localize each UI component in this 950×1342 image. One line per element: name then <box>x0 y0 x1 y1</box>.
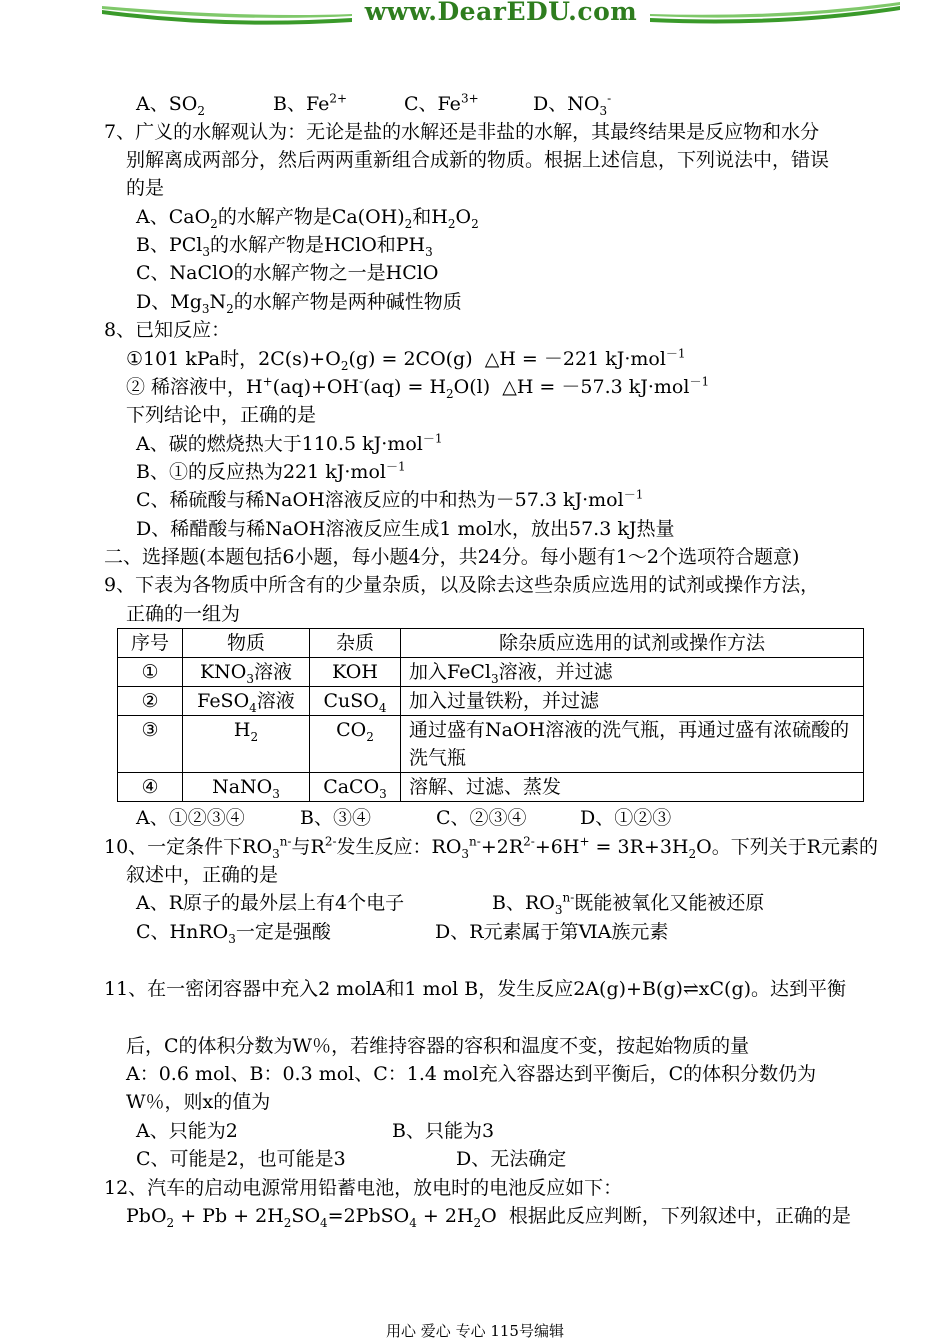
q9-option-c: C、②③④ <box>436 807 527 829</box>
table-row <box>118 773 864 802</box>
q8-option-b: B、①的反应热为221 kJ·mol$^{-1}$ <box>136 459 406 483</box>
q8-option-a: A、碳的燃烧热大于110.5 kJ·mol$^{-1}$ <box>136 431 443 455</box>
q9-option-a: A、①②③④ <box>136 807 245 829</box>
q11-line-4: W％，则x的值为 <box>126 1091 271 1113</box>
row-impurity: $CO_2$ <box>310 716 401 773</box>
q12-line-2: $PbO_2 + Pb + 2H_2SO_4=2PbSO_4 + 2H_2O$ 根据此反应判断，下列叙述中，正确的是 <box>126 1205 851 1230</box>
table-row <box>118 687 864 716</box>
q7-option-a: A、CaO$_2$的水解产物是$Ca(OH)_2$和$H_2O_2$ <box>136 206 479 231</box>
table-row <box>118 658 864 687</box>
row-impurity: CaCO$_3$ <box>310 773 401 802</box>
row-index: ② <box>118 687 183 716</box>
q6-option-d: D、$NO_3^-$ <box>533 91 612 118</box>
row-substance: FeSO$_4$溶液 <box>183 687 310 716</box>
q11-option-c: C、可能是2，也可能是3 <box>136 1148 346 1170</box>
q9-option-b: B、③④ <box>300 807 371 829</box>
row-index: ③ <box>118 716 183 773</box>
row-substance: $H_2$ <box>183 716 310 773</box>
site-logo: www.DearEDU.com <box>364 0 638 26</box>
row-method: 加入过量铁粉，并过滤 <box>401 687 864 716</box>
q8-reaction-2: ② 稀溶液中，$H^+(aq)+OH^-(aq) = H_2O(l)$ △H = －57.3 kJ·mol$^{-1}$ <box>126 374 710 401</box>
q6-option-a: A、$SO_2$ <box>136 93 205 118</box>
q11-line-1: 11、在一密闭容器中充入2 molA和1 mol B，发生反应2A(g)+B(g)⇌xC(g)。达到平衡 <box>104 978 847 1000</box>
q10-line-1: 10、一定条件下$RO_3^{n-}$与$R^{2-}$发生反应：$RO_3^{n-}+2R^{2-}+6H^+ = 3R+3H_2O$。下列关于R元素的 <box>104 834 879 861</box>
q9-option-d: D、①②③ <box>580 807 672 829</box>
row-method: 溶解、过滤、蒸发 <box>401 773 864 802</box>
table-row <box>118 716 864 773</box>
row-index: ④ <box>118 773 183 802</box>
header-impurity: 杂质 <box>310 629 401 658</box>
q7-option-b: B、PCl$_3$的水解产物是HClO和$PH_3$ <box>136 234 433 259</box>
header-substance: 物质 <box>183 629 310 658</box>
q8-option-c: C、稀硫酸与稀NaOH溶液反应的中和热为－57.3 kJ·mol$^{-1}$ <box>136 487 644 511</box>
table-header-row <box>118 629 864 658</box>
page-footer: 用心 爱心 专心 115号编辑 <box>386 1322 564 1340</box>
q7-line-3: 的是 <box>126 177 165 199</box>
q10-option-d: D、R元素属于第ⅥA族元素 <box>435 921 669 943</box>
row-method: 加入FeCl$_3$溶液，并过滤 <box>401 658 864 687</box>
q9-line-1: 9、下表为各物质中所含有的少量杂质，以及除去这些杂质应选用的试剂或操作方法， <box>104 574 820 596</box>
q10-option-c: C、HnRO$_3$一定是强酸 <box>136 921 331 946</box>
impurity-table <box>117 628 864 802</box>
q12-line-1: 12、汽车的启动电源常用铅蓄电池，放电时的电池反应如下： <box>104 1177 623 1199</box>
q11-option-a: A、只能为2 <box>136 1120 238 1142</box>
q7-line-1: 7、广义的水解观认为：无论是盐的水解还是非盐的水解，其最终结果是反应物和水分 <box>104 121 820 143</box>
row-impurity: CuSO$_4$ <box>310 687 401 716</box>
q8-title: 8、已知反应： <box>104 319 231 341</box>
header-index: 序号 <box>118 629 183 658</box>
q8-option-d: D、稀醋酸与稀NaOH溶液反应生成1 mol水，放出57.3 kJ热量 <box>136 518 675 540</box>
row-substance: NaNO$_3$ <box>183 773 310 802</box>
section-2-heading: 二、选择题(本题包括6小题，每小题4分，共24分。每小题有1～2个选项符合题意) <box>104 546 800 568</box>
q10-option-b: B、$RO_3^{n-}$既能被氧化又能被还原 <box>492 890 765 917</box>
q8-stem: 下列结论中，正确的是 <box>126 404 317 426</box>
q7-line-2: 别解离成两部分，然后两两重新组合成新的物质。根据上述信息，下列说法中，错误 <box>126 149 830 171</box>
row-method: 通过盛有NaOH溶液的洗气瓶，再通过盛有浓硫酸的洗气瓶 <box>401 716 864 773</box>
q10-line-2: 叙述中，正确的是 <box>126 864 279 886</box>
q11-line-2: 后，C的体积分数为W％，若维持容器的容积和温度不变，按起始物质的量 <box>126 1035 750 1057</box>
q7-option-c: C、NaClO的水解产物之一是HClO <box>136 262 439 284</box>
q10-option-a: A、R原子的最外层上有4个电子 <box>136 892 405 914</box>
q6-option-b: B、$Fe^{2+}$ <box>273 91 348 115</box>
q11-option-d: D、无法确定 <box>456 1148 567 1170</box>
q11-line-3: A：0.6 mol、B：0.3 mol、C：1.4 mol充入容器达到平衡后，C的体积分数仍为 <box>126 1063 817 1085</box>
q11-option-b: B、只能为3 <box>392 1120 495 1142</box>
q9-line-2: 正确的一组为 <box>126 603 241 625</box>
q7-option-d: D、$Mg_3N_2$的水解产物是两种碱性物质 <box>136 291 462 316</box>
header-method: 除杂质应选用的试剂或操作方法 <box>401 629 864 658</box>
row-substance: $KNO_3$溶液 <box>183 658 310 687</box>
row-impurity: KOH <box>310 658 401 687</box>
q8-reaction-1: ①101 kPa时，$2C(s)+O_2(g) = 2CO(g)$ △H = －221 kJ·mol$^{-1}$ <box>126 346 686 373</box>
q6-option-c: C、$Fe^{3+}$ <box>404 91 479 115</box>
header-banner <box>102 0 900 28</box>
row-index: ① <box>118 658 183 687</box>
